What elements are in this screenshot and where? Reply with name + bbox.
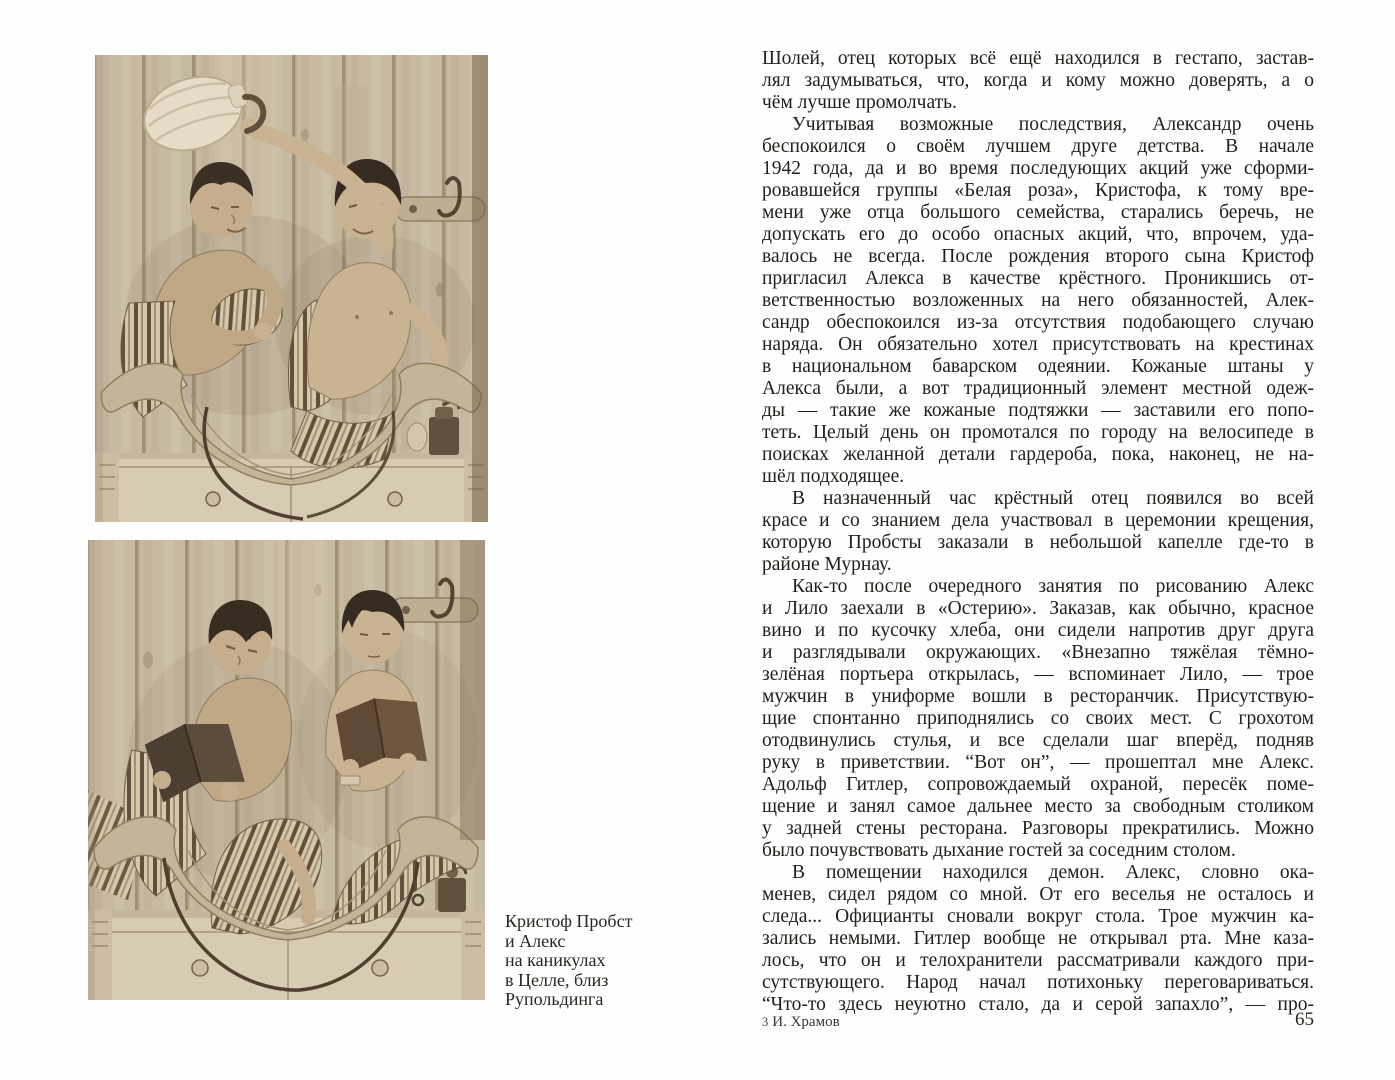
text-line: ровавшейся группы «Белая роза», Кристофа, к тому вре- [762,180,1314,201]
text-line: зались немыми. Гитлер вообще не открывал рта. Мне каза- [762,928,1314,949]
photo-top-illustration [95,55,488,522]
text-line: красе и со знанием дела участвовал в церемонии крещения, [762,510,1314,531]
footer-author: И. Храмов [772,1014,840,1030]
text-line: которую Пробсты заказали в небольшой капелле где-то в [762,532,1314,553]
caption-line: Рупольдинга [505,989,604,1009]
signature-mark: 3 [762,1015,769,1029]
text-line: ветственностью возложенных на него обязанностей, Алек- [762,290,1314,311]
text-line: допускать его до особо опасных акций, что, впрочем, уда- [762,224,1314,245]
text-line: лял задумываться, что, когда и кому можно доверять, а о [762,70,1314,91]
page-number: 65 [1295,1009,1314,1030]
text-line: наряда. Он обязательно хотел присутствовать на крестинах [762,334,1314,355]
text-line: в национальном баварском одеянии. Кожаные штаны у [762,356,1314,377]
caption-line: в Целле, близ [505,969,609,990]
text-line: шёл подходящее. [762,466,905,487]
text-line: щение и занял самое дальнее место за свободным столиком [762,796,1314,817]
page-footer [762,1009,1314,1036]
text-line: руку в приветствии. “Вот он”, — прошептал мне Алекс. [762,752,1314,773]
text-line: лось, что он и телохранители рассматривали каждого при- [762,950,1314,971]
text-line: валось не всегда. После рождения второго сына Кристоф [762,246,1314,267]
text-line: Адольф Гитлер, сопровождаемый охраной, пересёк поме- [762,774,1314,795]
text-line: было почувствовать дыхание гостей за соседним столом. [762,840,1236,861]
text-line: мужчин в униформе вошли в ресторанчик. Присутствую- [762,686,1314,707]
photo-caption [505,912,665,1010]
photo-bottom [88,540,485,1000]
photo-bottom-illustration [88,540,485,1000]
text-line: Учитывая возможные последствия, Александр очень [792,114,1314,135]
text-line: сутствующего. Народ начал потихоньку переговариваться. [762,972,1314,993]
text-line: 1942 года, да и во время последующих акций уже сформи- [762,158,1314,179]
text-line: Алекса были, а вот традиционный элемент местной одеж- [762,378,1314,399]
text-line: зелёная портьера открылась, — вспоминает Лило, — трое [762,664,1314,685]
text-line: районе Мурнау. [762,554,892,575]
text-line: щие спонтанно приподнялись со своих мест. С грохотом [762,708,1314,729]
text-line: Как-то после очередного занятия по рисованию Алекс [792,576,1314,597]
text-line: отодвинулись стулья, и все сделали шаг вперёд, подняв [762,730,1314,751]
text-line: у задней стены ресторана. Разговоры прекратились. Можно [762,818,1314,839]
text-line: беспокоился о своём лучшем друге детства. В начале [762,136,1314,157]
text-line: мени уже отца большого семейства, старались беречь, не [762,202,1314,223]
caption-line: на каникулах [505,950,606,970]
text-line: пригласил Алекса в качестве крёстного. Проникшись от- [762,268,1314,289]
caption-line: и Алекс [505,930,566,951]
text-line: чём лучше промолчать. [762,92,957,113]
text-line: сандр обеспокоился из-за отсутствия подобающего случаю [762,312,1314,333]
body-text-column [762,48,1314,1016]
text-line: следа... Официанты сновали вокруг стола. Трое мужчин ка- [762,906,1314,927]
text-line: вино и по кусочку хлеба, они сидели напротив друг друга [762,620,1314,641]
text-line: менев, сидел рядом со мной. От его веселья не осталось и [762,884,1314,905]
photo-top [95,55,488,522]
text-line: теть. Целый день он промотался по городу на велосипеде в [762,422,1314,443]
caption-line: Кристоф Пробст [505,911,633,931]
text-line: Шолей, отец которых всё ещё находился в гестапо, застав- [762,48,1314,69]
text-line: В назначенный час крёстный отец появился во всей [792,488,1314,509]
text-line: ды — такие же кожаные подтяжки — заставили его попо- [762,400,1314,421]
text-line: и Лило заехали в «Остерию». Заказав, как обычно, красное [762,598,1314,619]
text-line: и разглядывали окружающих. «Внезапно тяжёлая тёмно- [762,642,1314,663]
text-line: поисках желанной детали гардероба, пока, наконец, не на- [762,444,1314,465]
text-line: В помещении находился демон. Алекс, словно ока- [792,862,1314,883]
printer-signature [762,1012,840,1032]
text-line: “Что-то здесь неуютно стало, да и серой запахло”, — про- [762,994,1314,1015]
